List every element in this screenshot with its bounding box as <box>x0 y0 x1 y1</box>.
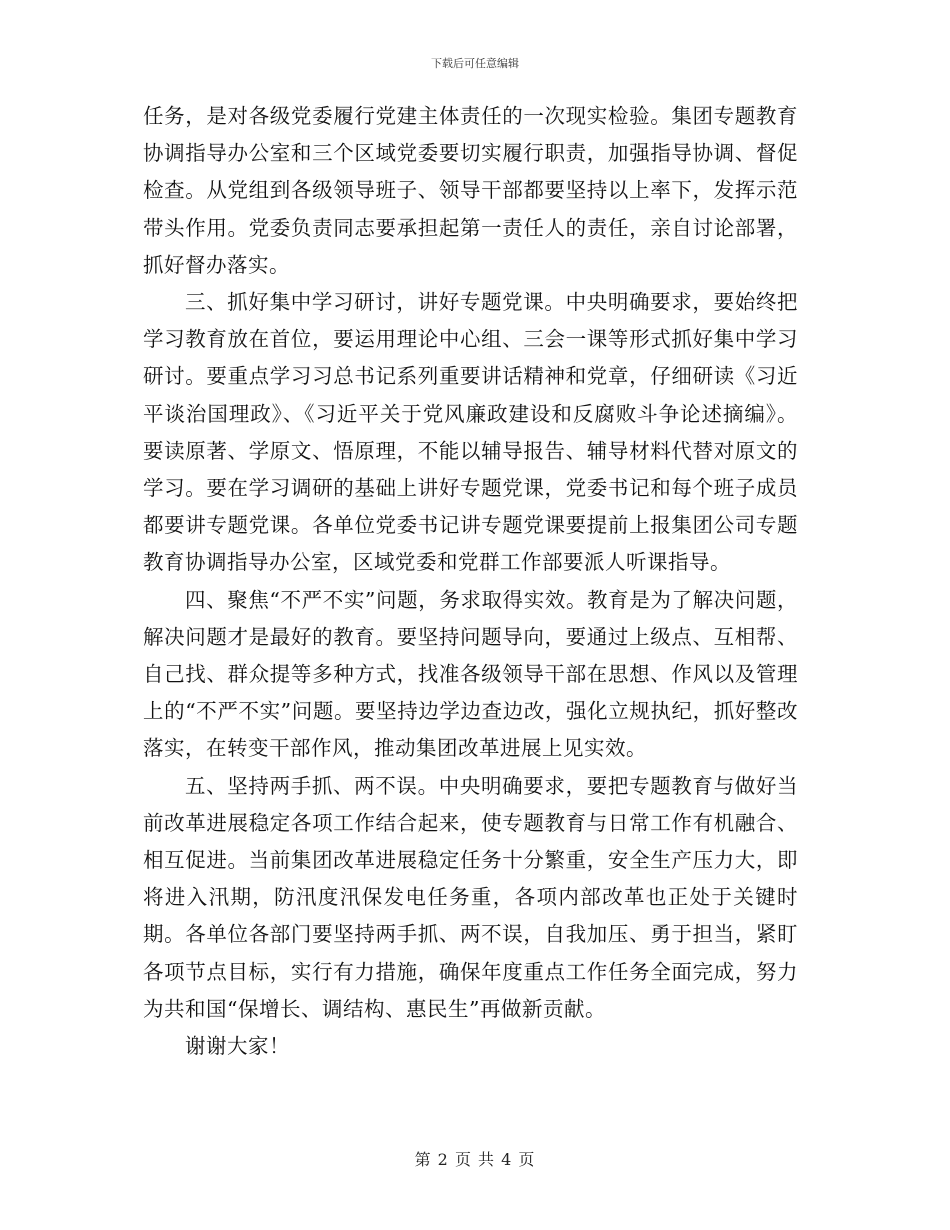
footer-total-pages: 4 <box>501 1150 513 1169</box>
page-footer <box>0 1150 950 1170</box>
footer-suffix: 页 <box>518 1150 536 1169</box>
paragraph-section-five: 五、坚持两手抓、两不误。中央明确要求，要把专题教育与做好当前改革进展稳定各项工作结合起来，使专题教育与日常工作有机融合、相互促进。当前集团改革进展稳定任务十分繁重，安全生产压力大，即将进入汛期，防汛度汛保发电任务重，各项内部改革也正处于关键时期。各单位各部门要坚持两手抓、两不误，自我加压、勇于担当，紧盯各项节点目标，实行有力措施，确保年度重点工作任务全面完成，努力为共和国“保增长、调结构、惠民生”再做新贡献。 <box>143 773 798 1021</box>
paragraph-continuation: 任务，是对各级党委履行党建主体责任的一次现实检验。集团专题教育协调指导办公室和三个区域党委要切实履行职责，加强指导协调、督促检查。从党组到各级领导班子、领导干部都要坚持以上率下，发挥示范带头作用。党委负责同志要承担起第一责任人的责任，亲自讨论部署，抓好督办落实。 <box>143 104 798 277</box>
paragraph-section-four: 四、聚焦“不严不实”问题，务求取得实效。教育是为了解决问题，解决问题才是最好的教育。要坚持问题导向，要通过上级点、互相帮、自己找、群众提等多种方式，找准各级领导干部在思想、作风以及管理上的“不严不实”问题。要坚持边学边查边改，强化立规执纪，抓好整改落实，在转变干部作风，推动集团改革进展上见实效。 <box>143 587 798 761</box>
footer-page-number: 2 <box>437 1150 449 1169</box>
paragraph-section-three: 三、抓好集中学习研讨，讲好专题党课。中央明确要求，要始终把学习教育放在首位，要运用理论中心组、三会一课等形式抓好集中学习研讨。要重点学习习总书记系列重要讲话精神和党章，仔细研读《习近平谈治国理政》、《习近平关于党风廉政建设和反腐败斗争论述摘编》。要读原著、学原文、悟原理，不能以辅导报告、辅导材料代替对原文的学习。要在学习调研的基础上讲好专题党课，党委书记和每个班子成员都要讲专题党课。各单位党委书记讲专题党课要提前上报集团公司专题教育协调指导办公室，区域党委和党群工作部要派人听课指导。 <box>143 290 798 575</box>
footer-prefix: 第 <box>414 1150 432 1169</box>
paragraph-closing: 谢谢大家！ <box>185 1034 290 1059</box>
document-body <box>143 98 798 1065</box>
page-header: 下载后可任意编辑 <box>431 57 519 70</box>
footer-mid: 页 共 <box>454 1150 496 1169</box>
